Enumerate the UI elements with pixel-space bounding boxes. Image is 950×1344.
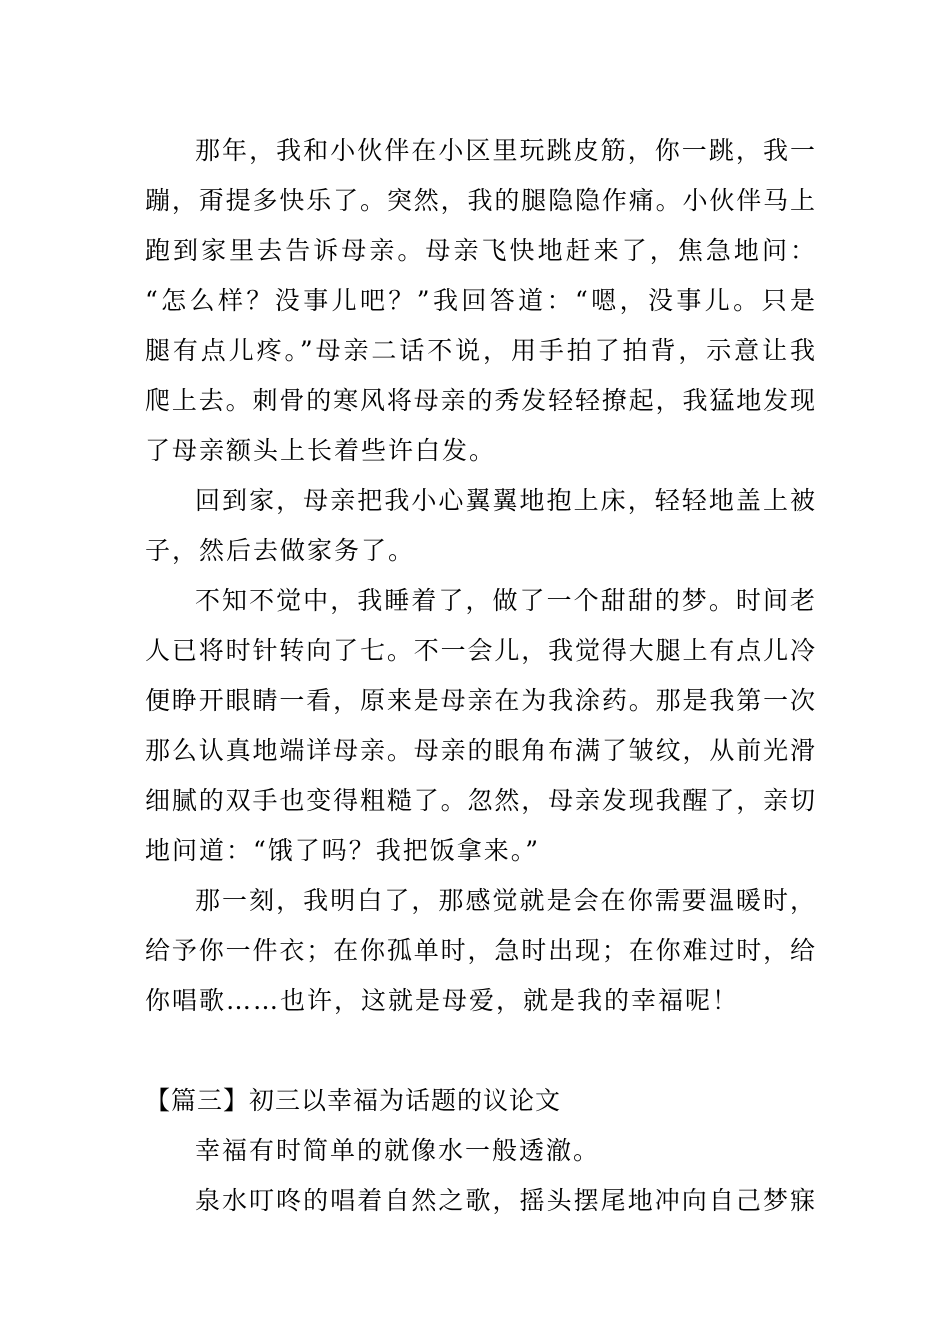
paragraph-5-line-1: 幸福有时简单的就像水一般透澈。: [195, 1136, 601, 1165]
paragraph-3-line-1: 不知不觉中，我睡着了，做了一个甜甜的梦。时间老: [195, 586, 815, 615]
paragraph-1-line-3: 跑到家里去告诉母亲。母亲飞快地赶来了，焦急地问：: [145, 236, 815, 265]
paragraph-2-line-2: 子，然后去做家务了。: [145, 536, 416, 565]
paragraph-3-line-3: 便睁开眼睛一看，原来是母亲在为我涂药。那是我第一次: [145, 686, 815, 715]
paragraph-1-line-4: “怎么样？没事儿吧？”我回答道：“嗯，没事儿。只是: [145, 286, 815, 315]
paragraph-3-line-5: 细腻的双手也变得粗糙了。忽然，母亲发现我醒了，亲切: [145, 786, 815, 815]
paragraph-4-line-3: 你唱歌……也许，这就是母爱，就是我的幸福呢！: [145, 986, 740, 1015]
paragraph-4-line-1: 那一刻，我明白了，那感觉就是会在你需要温暖时，: [195, 886, 815, 915]
paragraph-1-line-7: 了母亲额头上长着些许白发。: [145, 436, 497, 465]
paragraph-6-line-1: 泉水叮咚的唱着自然之歌，摇头摆尾地冲向自己梦寐: [195, 1186, 815, 1215]
paragraph-3-line-2: 人已将时针转向了七。不一会儿，我觉得大腿上有点儿冷: [145, 636, 815, 665]
paragraph-1-line-6: 爬上去。刺骨的寒风将母亲的秀发轻轻撩起，我猛地发现: [145, 386, 815, 415]
section-heading: 【篇三】初三以幸福为话题的议论文: [145, 1086, 562, 1115]
paragraph-2-line-1: 回到家，母亲把我小心翼翼地抱上床，轻轻地盖上被: [195, 486, 815, 515]
paragraph-3-line-4: 那么认真地端详母亲。母亲的眼角布满了皱纹，从前光滑: [145, 736, 815, 765]
paragraph-1-line-5: 腿有点儿疼。”母亲二话不说，用手拍了拍背，示意让我: [145, 336, 815, 365]
paragraph-1-line-1: 那年，我和小伙伴在小区里玩跳皮筋，你一跳，我一: [195, 136, 815, 165]
paragraph-1-line-2: 蹦，甭提多快乐了。突然，我的腿隐隐作痛。小伙伴马上: [145, 186, 815, 215]
paragraph-4-line-2: 给予你一件衣；在你孤单时，急时出现；在你难过时，给: [145, 936, 815, 965]
paragraph-3-line-6: 地问道：“饿了吗？我把饭拿来。”: [145, 836, 541, 865]
